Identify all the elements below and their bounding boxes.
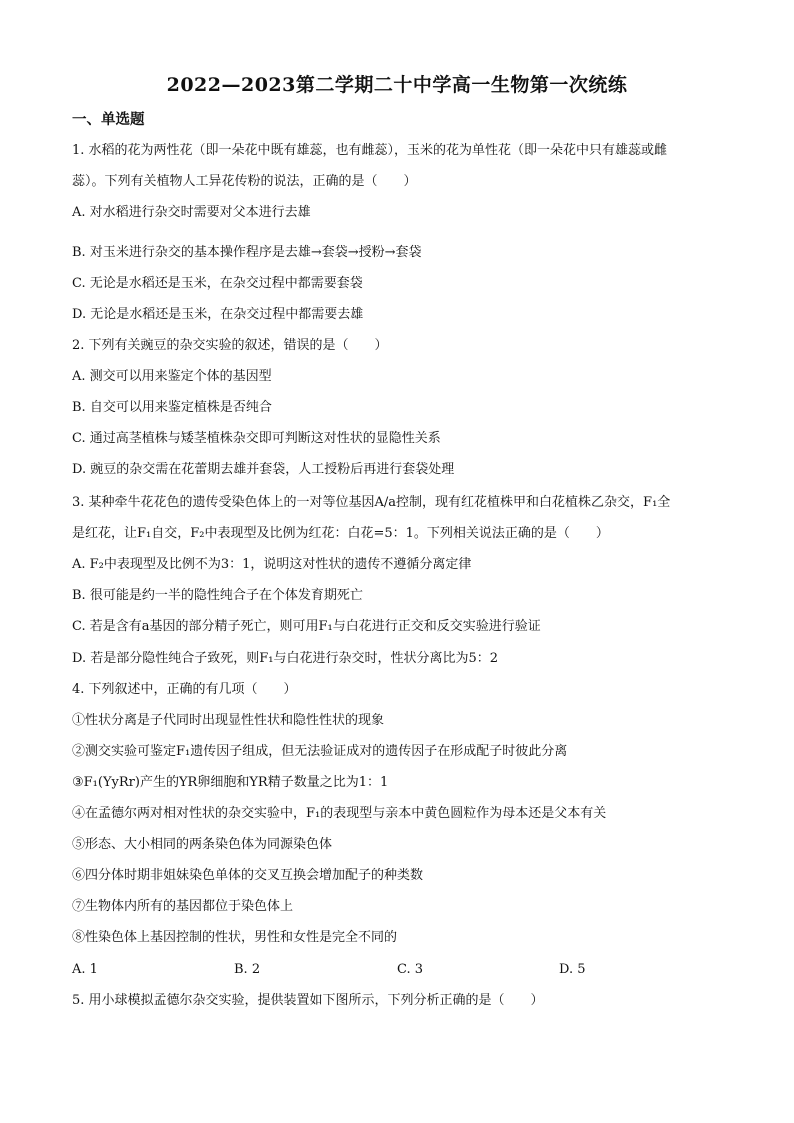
- statement-line: ③F₁(YyRr)产生的YR卵细胞和YR精子数量之比为1：1: [72, 775, 389, 790]
- statement-line: ⑥四分体时期非姐妹染色单体的交叉互换会增加配子的种类数: [72, 868, 424, 883]
- option-d: D. 5: [559, 962, 586, 977]
- statement-line: ②测交实验可鉴定F₁遗传因子组成，但无法验证成对的遗传因子在形成配子时彼此分离: [72, 744, 568, 759]
- q4-options: [72, 961, 732, 979]
- option-line: B. 很可能是约一半的隐性纯合子在个体发育期死亡: [72, 588, 363, 603]
- statement-line: ⑦生物体内所有的基因都位于染色体上: [72, 899, 294, 914]
- question-line: 2. 下列有关豌豆的杂交实验的叙述，错误的是（ ）: [72, 338, 388, 353]
- option-line: A. F₂中表现型及比例不为3：1，说明这对性状的遗传不遵循分离定律: [72, 557, 472, 572]
- question-line: 3. 某种牵牛花花色的遗传受染色体上的一对等位基因A/a控制，现有红花植株甲和白花植株乙杂交，F₁全: [72, 495, 671, 510]
- option-line: B. 自交可以用来鉴定植株是否纯合: [72, 400, 272, 415]
- option-line: D. 若是部分隐性纯合子致死，则F₁与白花进行杂交时，性状分离比为5：2: [72, 651, 498, 666]
- option-line: C. 若是含有a基因的部分精子死亡，则可用F₁与白花进行正交和反交实验进行验证: [72, 619, 541, 634]
- text-line: 是红花，让F₁自交，F₂中表现型及比例为红花：白花=5：1。下列相关说法正确的是（ ）: [72, 526, 609, 541]
- question-line: 5. 用小球模拟孟德尔杂交实验，提供装置如下图所示，下列分析正确的是（ ）: [72, 993, 544, 1008]
- option-line: A. 对水稻进行杂交时需要对父本进行去雄: [72, 205, 311, 220]
- statement-line: ④在孟德尔两对相对性状的杂交实验中，F₁的表现型与亲本中黄色圆粒作为母本还是父本有关: [72, 806, 607, 821]
- question-line: 4. 下列叙述中，正确的有几项（ ）: [72, 682, 297, 697]
- text-line: 蕊）。下列有关植物人工异花传粉的说法，正确的是（ ）: [72, 174, 417, 189]
- statement-line: ⑤形态、大小相同的两条染色体为同源染色体: [72, 837, 333, 852]
- option-line: D. 豌豆的杂交需在花蕾期去雄并套袋，人工授粉后再进行套袋处理: [72, 462, 455, 477]
- option-a: A. 1: [72, 962, 98, 977]
- option-line: A. 测交可以用来鉴定个体的基因型: [72, 369, 272, 384]
- statement-line: ⑧性染色体上基因控制的性状，男性和女性是完全不同的: [72, 930, 398, 945]
- page-title: 2022—2023第二学期二十中学高一生物第一次统练: [166, 74, 628, 96]
- option-line: D. 无论是水稻还是玉米，在杂交过程中都需要去雄: [72, 307, 364, 322]
- option-b: B. 2: [234, 962, 261, 977]
- text-line: 1. 水稻的花为两性花（即一朵花中既有雄蕊，也有雌蕊），玉米的花为单性花（即一朵花中只有雄蕊或雌: [72, 143, 668, 158]
- option-c: C. 3: [397, 962, 424, 977]
- option-line: B. 对玉米进行杂交的基本操作程序是去雄→套袋→授粉→套袋: [72, 245, 422, 260]
- statement-line: ①性状分离是子代同时出现显性性状和隐性性状的现象: [72, 713, 385, 728]
- option-line: C. 无论是水稻还是玉米，在杂交过程中都需要套袋: [72, 276, 363, 291]
- section-heading: 一、单选题: [72, 111, 145, 128]
- option-line: C. 通过高茎植株与矮茎植株杂交即可判断这对性状的显隐性关系: [72, 431, 441, 446]
